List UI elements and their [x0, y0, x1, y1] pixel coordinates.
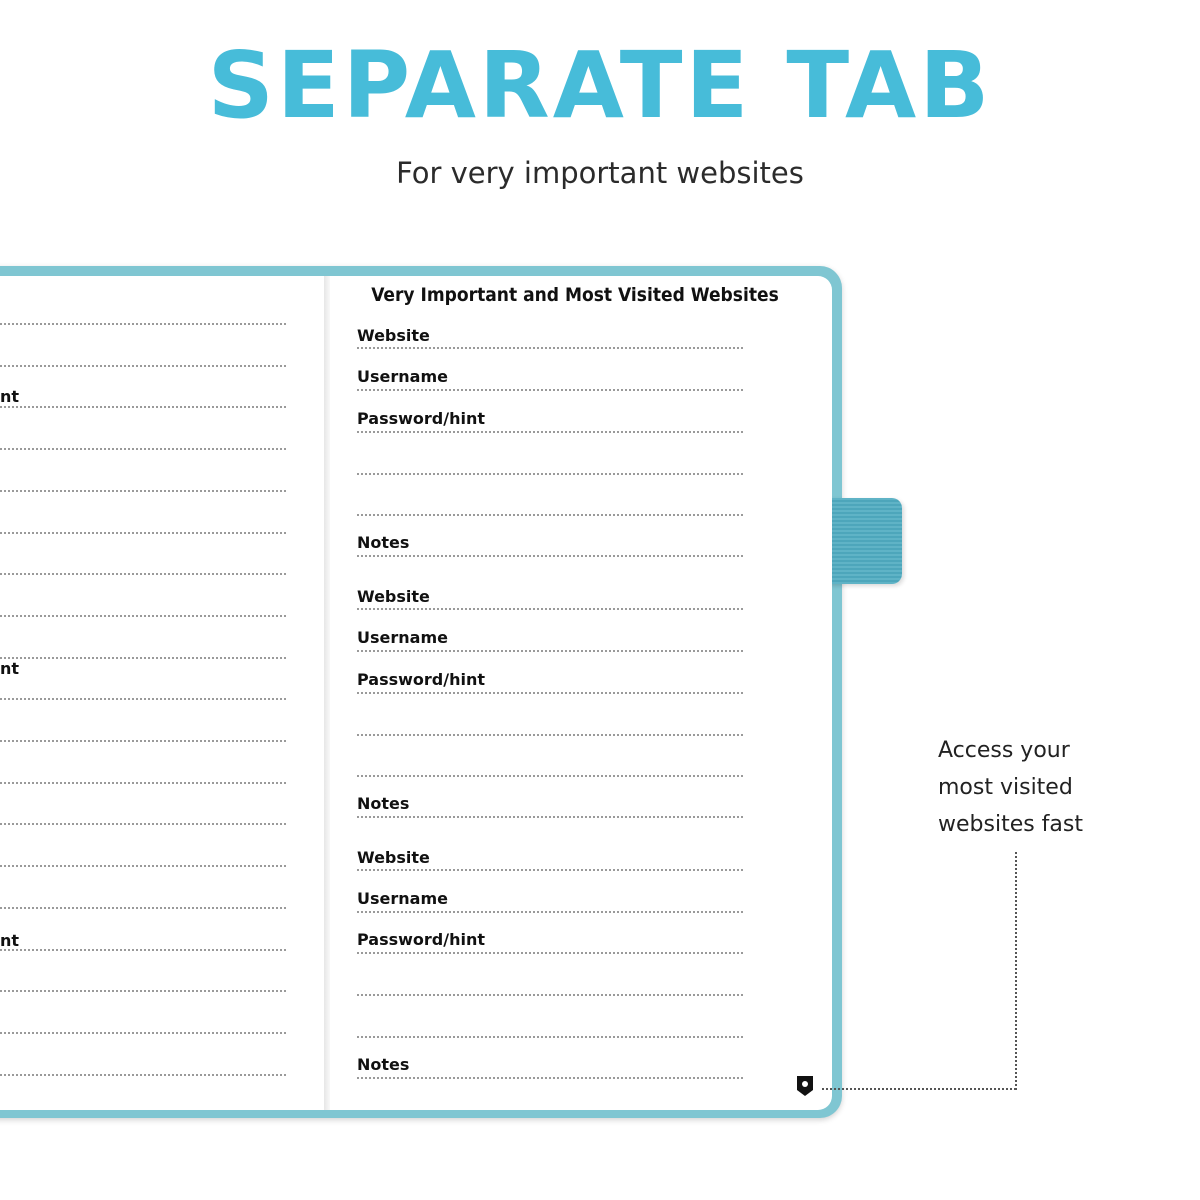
dotted-line: [357, 650, 743, 652]
dotted-line: [357, 473, 743, 475]
dotted-line: [357, 1077, 743, 1079]
label-website: Website: [357, 326, 430, 345]
label-notes: Notes: [357, 1055, 410, 1074]
dotted-line: [357, 347, 743, 349]
label-notes: Notes: [357, 533, 410, 552]
elastic-band: [828, 498, 902, 584]
dotted-line: [357, 1036, 743, 1038]
dotted-line: [0, 1074, 286, 1076]
dotted-line: [357, 775, 743, 777]
label-password: Password/hint: [357, 409, 486, 428]
dotted-line: [0, 448, 286, 450]
callout-line-3: websites fast: [938, 812, 1083, 837]
left-fragment-2: nt: [0, 659, 20, 678]
label-password: Password/hint: [357, 930, 486, 949]
dotted-line: [0, 949, 286, 951]
dotted-line: [0, 406, 286, 408]
dotted-line: [0, 990, 286, 992]
label-username: Username: [357, 628, 448, 647]
page-title: SEPARATE TAB: [207, 32, 993, 139]
dotted-line: [0, 657, 286, 659]
dotted-line: [0, 365, 286, 367]
dotted-line: [357, 389, 743, 391]
dotted-line: [0, 782, 286, 784]
callout-line-1: Access your: [938, 738, 1070, 763]
left-fragment-3: nt: [0, 931, 20, 950]
label-website: Website: [357, 587, 430, 606]
dotted-line: [0, 1032, 286, 1034]
callout-text: [938, 732, 1138, 843]
callout-connector-vertical: [1015, 852, 1017, 1090]
dotted-line: [0, 323, 286, 325]
dotted-line: [0, 865, 286, 867]
dotted-line: [0, 907, 286, 909]
dotted-line: [357, 869, 743, 871]
left-page: [0, 276, 326, 1110]
dotted-line: [0, 573, 286, 575]
dotted-line: [0, 698, 286, 700]
callout-line-2: most visited: [938, 775, 1073, 800]
dotted-line: [357, 994, 743, 996]
dotted-line: [357, 911, 743, 913]
page-subtitle: For very important websites: [396, 156, 804, 190]
dotted-line: [0, 532, 286, 534]
dotted-line: [357, 734, 743, 736]
label-username: Username: [357, 367, 448, 386]
label-notes: Notes: [357, 794, 410, 813]
dotted-line: [0, 490, 286, 492]
dotted-line: [357, 608, 743, 610]
dotted-line: [357, 952, 743, 954]
dotted-line: [357, 816, 743, 818]
dotted-line: [0, 823, 286, 825]
dotted-line: [0, 615, 286, 617]
dotted-line: [357, 692, 743, 694]
label-website: Website: [357, 848, 430, 867]
label-username: Username: [357, 889, 448, 908]
dotted-line: [357, 514, 743, 516]
label-password: Password/hint: [357, 670, 486, 689]
lock-shield-icon: [795, 1074, 815, 1098]
dotted-line: [357, 555, 743, 557]
left-fragment-1: nt: [0, 387, 20, 406]
dotted-line: [0, 740, 286, 742]
page-heading: Very Important and Most Visited Websites: [371, 284, 779, 306]
dotted-line: [357, 431, 743, 433]
callout-connector-horizontal: [822, 1088, 1016, 1090]
